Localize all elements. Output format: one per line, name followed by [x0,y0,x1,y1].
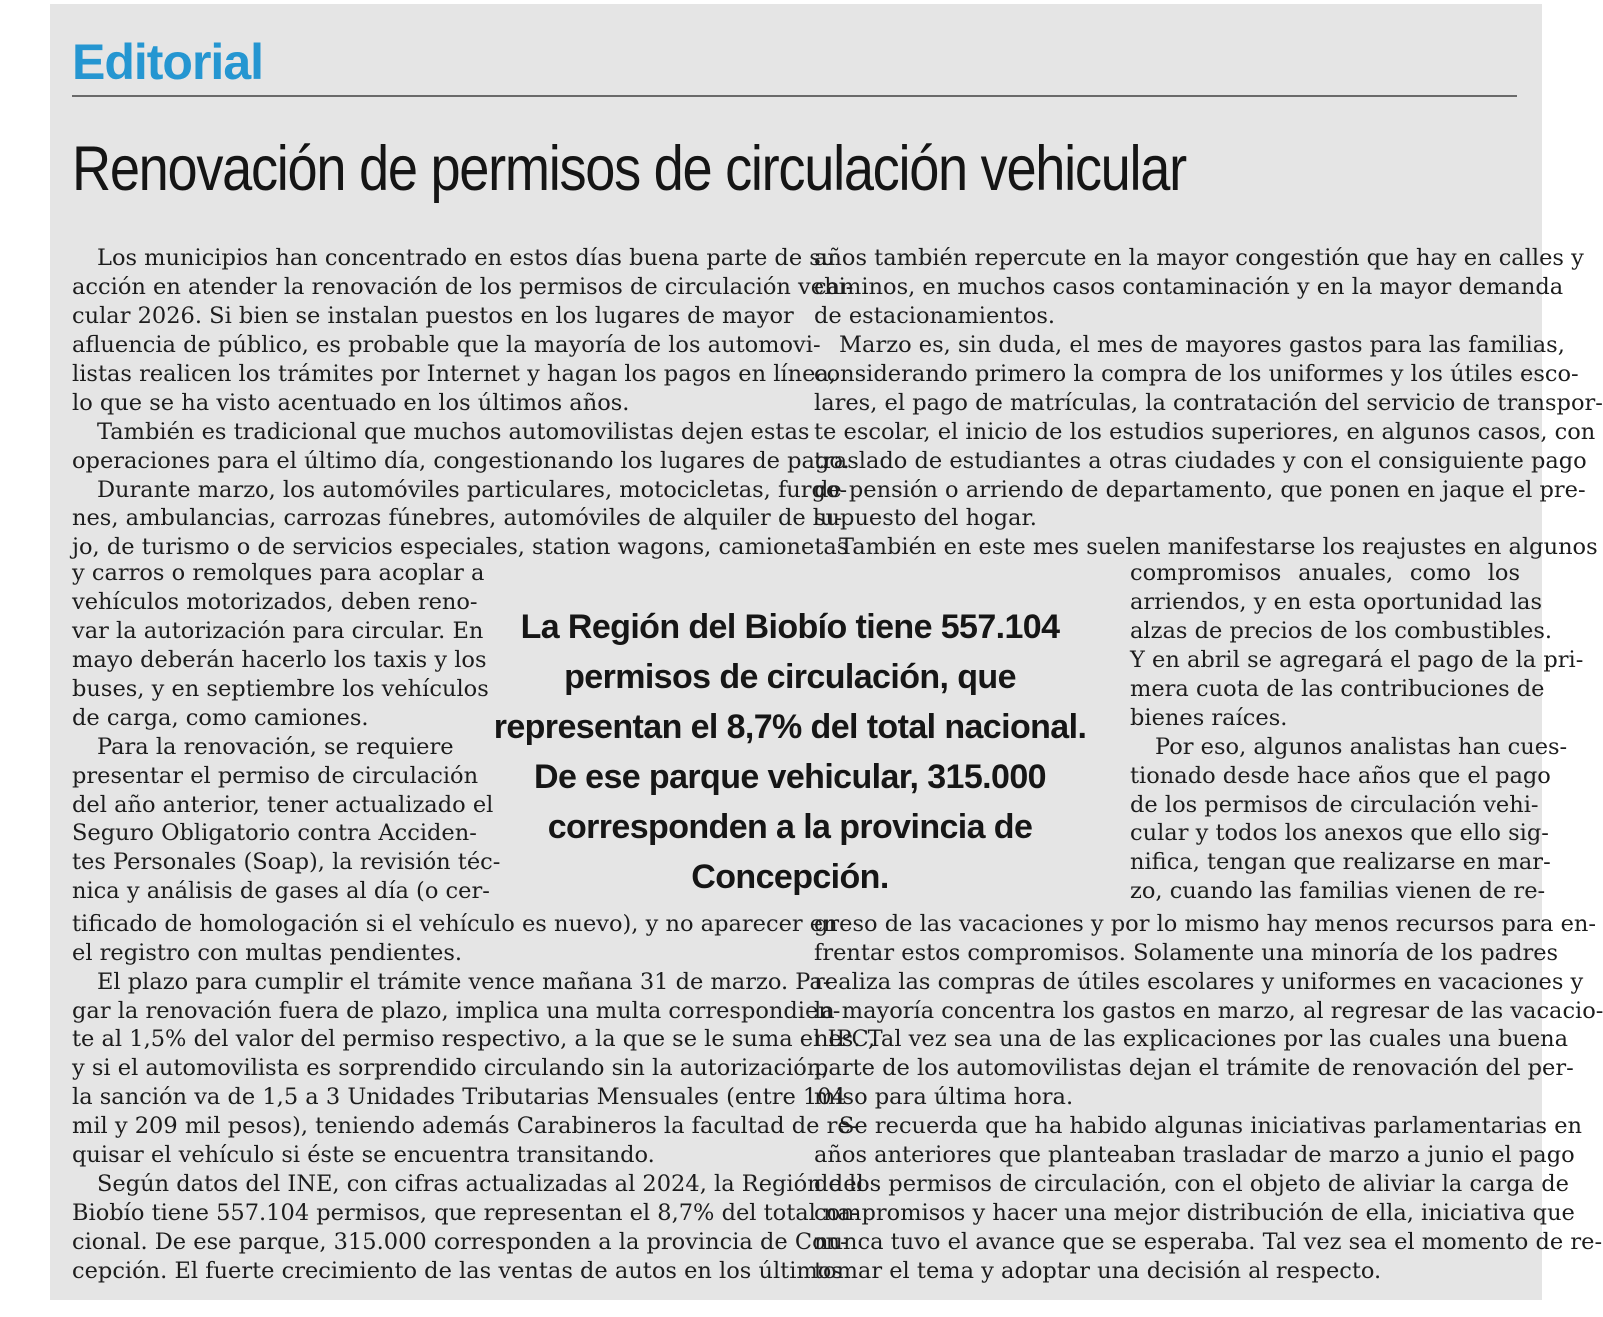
text-line: Para la renovación, se requiere [97,733,454,760]
text-line: de pensión o arriendo de departamento, que ponen en jaque el pre- [814,476,1586,503]
section-label: Editorial [72,34,264,90]
text-line: alzas de precios de los combustibles. [1130,617,1553,644]
text-line: También es tradicional que muchos automovilistas dejen estas [97,418,810,445]
text-line: te escolar, el inicio de los estudios superiores, en algunos casos, con [814,418,1596,445]
text-line: jo, de turismo o de servicios especiales, station wagons, camionetas [72,534,849,561]
column-right-inset [1130,559,1584,906]
text-line: años anteriores que planteaban trasladar de marzo a junio el pago [814,1142,1575,1169]
text-line: Se recuerda que ha habido algunas iniciativas parlamentarias en [839,1113,1583,1140]
text-line: la mayoría concentra los gastos en marzo, al regresar de las vacacio- [814,997,1603,1024]
text-line: de los permisos de circulación, con el objeto de aliviar la carga de [814,1171,1569,1198]
text-line: buses, y en septiembre los vehículos [72,675,489,702]
text-line: tionado desde hace años que el pago [1130,762,1551,789]
text-line: supuesto del hogar. [814,505,1037,532]
text-line: realiza las compras de útiles escolares y uniformes en vacaciones y [814,968,1584,995]
text-line: Biobío tiene 557.104 permisos, que representan el 8,7% del total na- [72,1200,859,1227]
text-line: zo, cuando las familias vienen de re- [1130,878,1546,905]
text-line: mera cuota de las contribuciones de [1130,675,1545,702]
section-divider [72,95,1517,97]
text-line: nica y análisis de gases al día (o cer- [72,878,490,905]
text-line: quisar el vehículo si éste se encuentra transitando. [72,1142,655,1169]
text-line: presentar el permiso de circulación [72,762,479,789]
text-line: afluencia de público, es probable que la mayoría de los automovi- [72,331,821,358]
text-line: cular y todos los anexos que ello sig- [1130,820,1549,847]
text-line: Según datos del INE, con cifras actualizadas al 2024, la Región del [97,1171,864,1198]
text-line: El plazo para cumplir el trámite vence mañana 31 de marzo. Pa- [97,968,831,995]
text-line: nunca tuvo el avance que se esperaba. Tal vez sea el momento de re- [814,1229,1603,1256]
text-line: tificado de homologación si el vehículo es nuevo), y no aparecer en [72,910,838,937]
text-line: También en este mes suelen manifestarse los reajustes en algunos [839,534,1598,561]
text-line: de los permisos de circulación vehi- [1130,791,1539,818]
text-line: greso de las vacaciones y por lo mismo hay menos recursos para en- [814,910,1597,937]
text-line: operaciones para el último día, congestionando los lugares de pago. [72,447,850,474]
text-line: cional. De ese parque, 315.000 corresponden a la provincia de Con- [72,1229,848,1256]
editorial-page [50,4,1603,1300]
text-line: bienes raíces. [1130,704,1288,731]
text-line: Y en abril se agregará el pago de la pri- [1130,646,1584,673]
text-line: nes, ambulancias, carrozas fúnebres, automóviles de alquiler de lu- [72,505,843,532]
column-left-top [72,244,854,562]
text-line: Marzo es, sin duda, el mes de mayores gastos para las familias, [839,331,1565,358]
text-line: mil y 209 mil pesos), teniendo además Carabineros la facultad de re- [72,1113,859,1140]
column-left-inset [72,559,501,906]
pull-quote: La Región del Biobío tiene 557.104 permisos de circulación, que representan el 8,7% del total nacional. De ese parque vehicular, 315.000 corresponden a la provincia de Concepción. [493,608,1087,896]
text-line: cular 2026. Si bien se instalan puestos en los lugares de mayor [72,302,794,329]
text-line: y si el automovilista es sorprendido circulando sin la autorización, [72,1055,829,1082]
text-line: tes Personales (Soap), la revisión téc- [72,849,501,876]
text-line: arriendos, y en esta oportunidad las [1130,588,1543,615]
text-line: gar la renovación fuera de plazo, implica una multa correspondien- [72,997,841,1024]
text-line: traslado de estudiantes a otras ciudades y con el consiguiente pago [814,447,1587,474]
text-line: de estacionamientos. [814,302,1056,329]
text-line: frentar estos compromisos. Solamente una minoría de los padres [814,939,1559,966]
text-line: de carga, como camiones. [72,704,369,731]
text-line: acción en atender la renovación de los permisos de circulación vehi- [72,273,854,300]
text-line: var la autorización para circular. En [72,617,484,644]
text-line: nifica, tengan que realizarse en mar- [1130,849,1551,876]
text-line: Por eso, algunos analistas han cues- [1155,733,1568,760]
text-line: miso para última hora. [814,1084,1074,1111]
text-line: vehículos motorizados, deben reno- [72,588,478,615]
text-line: considerando primero la compra de los uniformes y los útiles esco- [814,360,1579,387]
text-line: mayo deberán hacerlo los taxis y los [72,646,487,673]
text-line: el registro con multas pendientes. [72,939,463,966]
text-line: parte de los automovilistas dejan el trámite de renovación del per- [814,1055,1574,1082]
text-line: listas realicen los trámites por Internet y hagan los pagos en línea, [72,360,836,387]
headline: Renovación de permisos de circulación vehicular [72,134,1186,204]
text-line: años también repercute en la mayor congestión que hay en calles y [814,245,1584,271]
text-line: nes. Tal vez sea una de las explicaciones por las cuales una buena [814,1026,1569,1053]
text-line: Los municipios han concentrado en estos días buena parte de su [97,245,836,271]
text-line: lo que se ha visto acentuado en los últimos años. [72,389,630,416]
text-line: compromisos y hacer una mejor distribución de ella, iniciativa que [814,1200,1575,1227]
text-line: caminos, en muchos casos contaminación y en la mayor demanda [814,273,1564,300]
column-left-bottom [72,910,876,1286]
text-line: la sanción va de 1,5 a 3 Unidades Tributarias Mensuales (entre 104 [72,1084,846,1111]
text-line: del año anterior, tener actualizado el [72,791,494,818]
text-line: cepción. El fuerte crecimiento de las ventas de autos en los últimos [72,1257,843,1284]
text-line: tomar el tema y adoptar una decisión al respecto. [814,1257,1382,1284]
text-line: te al 1,5% del valor del permiso respectivo, a la que se le suma el IPC, [72,1026,876,1053]
column-right-top [814,244,1603,562]
column-right-bottom [814,910,1603,1286]
text-line: compromisos anuales, como los [1130,560,1520,586]
text-line: lares, el pago de matrículas, la contratación del servicio de transpor- [814,389,1603,416]
text-line: y carros o remolques para acoplar a [72,560,485,586]
text-line: Seguro Obligatorio contra Acciden- [72,820,477,847]
text-line: Durante marzo, los automóviles particulares, motocicletas, furgo- [97,476,848,503]
